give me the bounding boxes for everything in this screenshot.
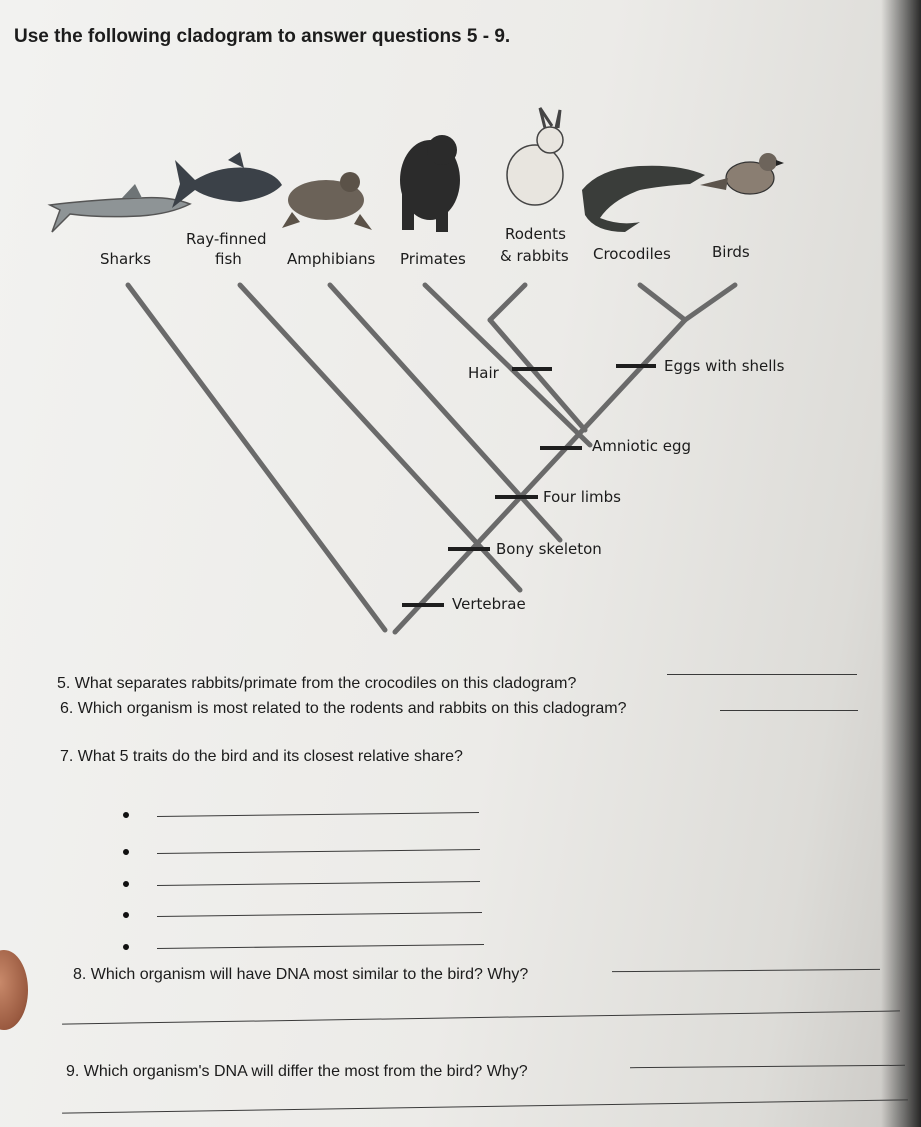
branch-birds	[685, 285, 735, 320]
answer-blank-7-1[interactable]	[157, 812, 479, 817]
stem-crown	[490, 320, 585, 430]
page-title: Use the following cladogram to answer questions 5 - 9.	[14, 26, 511, 47]
branch-crocodiles	[640, 285, 685, 320]
fish-picture	[172, 152, 282, 208]
question-5: 5. What separates rabbits/primate from the crocodiles on this cladogram?	[57, 675, 577, 692]
answer-blank-8-line-2[interactable]	[62, 1010, 900, 1024]
trait-eggs-with-shells: Eggs with shells	[664, 357, 785, 375]
trait-vertebrae: Vertebrae	[452, 595, 526, 613]
shark-picture	[50, 184, 190, 232]
label-and-rabbits: & rabbits	[500, 247, 569, 265]
trait-amniotic-egg: Amniotic egg	[592, 437, 692, 455]
bird-picture	[700, 153, 784, 194]
trait-hair: Hair	[468, 364, 499, 382]
bullet-4	[123, 912, 129, 918]
trait-four-limbs: Four limbs	[543, 488, 621, 506]
branch-sharks	[128, 285, 385, 630]
answer-blank-7-5[interactable]	[157, 944, 484, 949]
bullet-5	[123, 944, 129, 950]
bullet-3	[123, 881, 129, 887]
label-crocodiles: Crocodiles	[593, 245, 671, 263]
answer-blank-7-2[interactable]	[157, 849, 480, 854]
finger-in-photo	[0, 950, 28, 1030]
answer-blank-9[interactable]	[630, 1065, 905, 1068]
trait-bony-skeleton: Bony skeleton	[496, 540, 602, 558]
bullet-1	[123, 812, 129, 818]
branch-amphibians	[330, 285, 560, 540]
answer-blank-9-line-2[interactable]	[62, 1099, 908, 1113]
answer-blank-7-4[interactable]	[157, 912, 482, 917]
question-6: 6. Which organism is most related to the rodents and rabbits on this cladogram?	[60, 700, 627, 717]
answer-blank-7-3[interactable]	[157, 881, 480, 886]
label-primates: Primates	[400, 250, 466, 268]
answer-blank-8[interactable]	[612, 969, 880, 972]
question-9: 9. Which organism's DNA will differ the most from the bird? Why?	[66, 1063, 528, 1080]
chimpanzee-picture	[400, 135, 460, 232]
label-fish: fish	[215, 250, 242, 268]
bullet-2	[123, 849, 129, 855]
branch-rodents	[490, 285, 525, 320]
frog-picture	[282, 172, 372, 230]
answer-blank-6[interactable]	[720, 710, 858, 711]
crocodile-picture	[582, 166, 705, 232]
label-amphibians: Amphibians	[287, 250, 376, 268]
question-7: 7. What 5 traits do the bird and its closest relative share?	[60, 748, 463, 765]
label-sharks: Sharks	[100, 250, 151, 268]
question-8: 8. Which organism will have DNA most similar to the bird? Why?	[73, 966, 529, 983]
label-rodents: Rodents	[505, 225, 566, 243]
rabbit-picture	[507, 108, 563, 205]
label-birds: Birds	[712, 243, 750, 261]
answer-blank-5[interactable]	[667, 674, 857, 675]
label-ray-finned: Ray-finned	[186, 230, 267, 248]
